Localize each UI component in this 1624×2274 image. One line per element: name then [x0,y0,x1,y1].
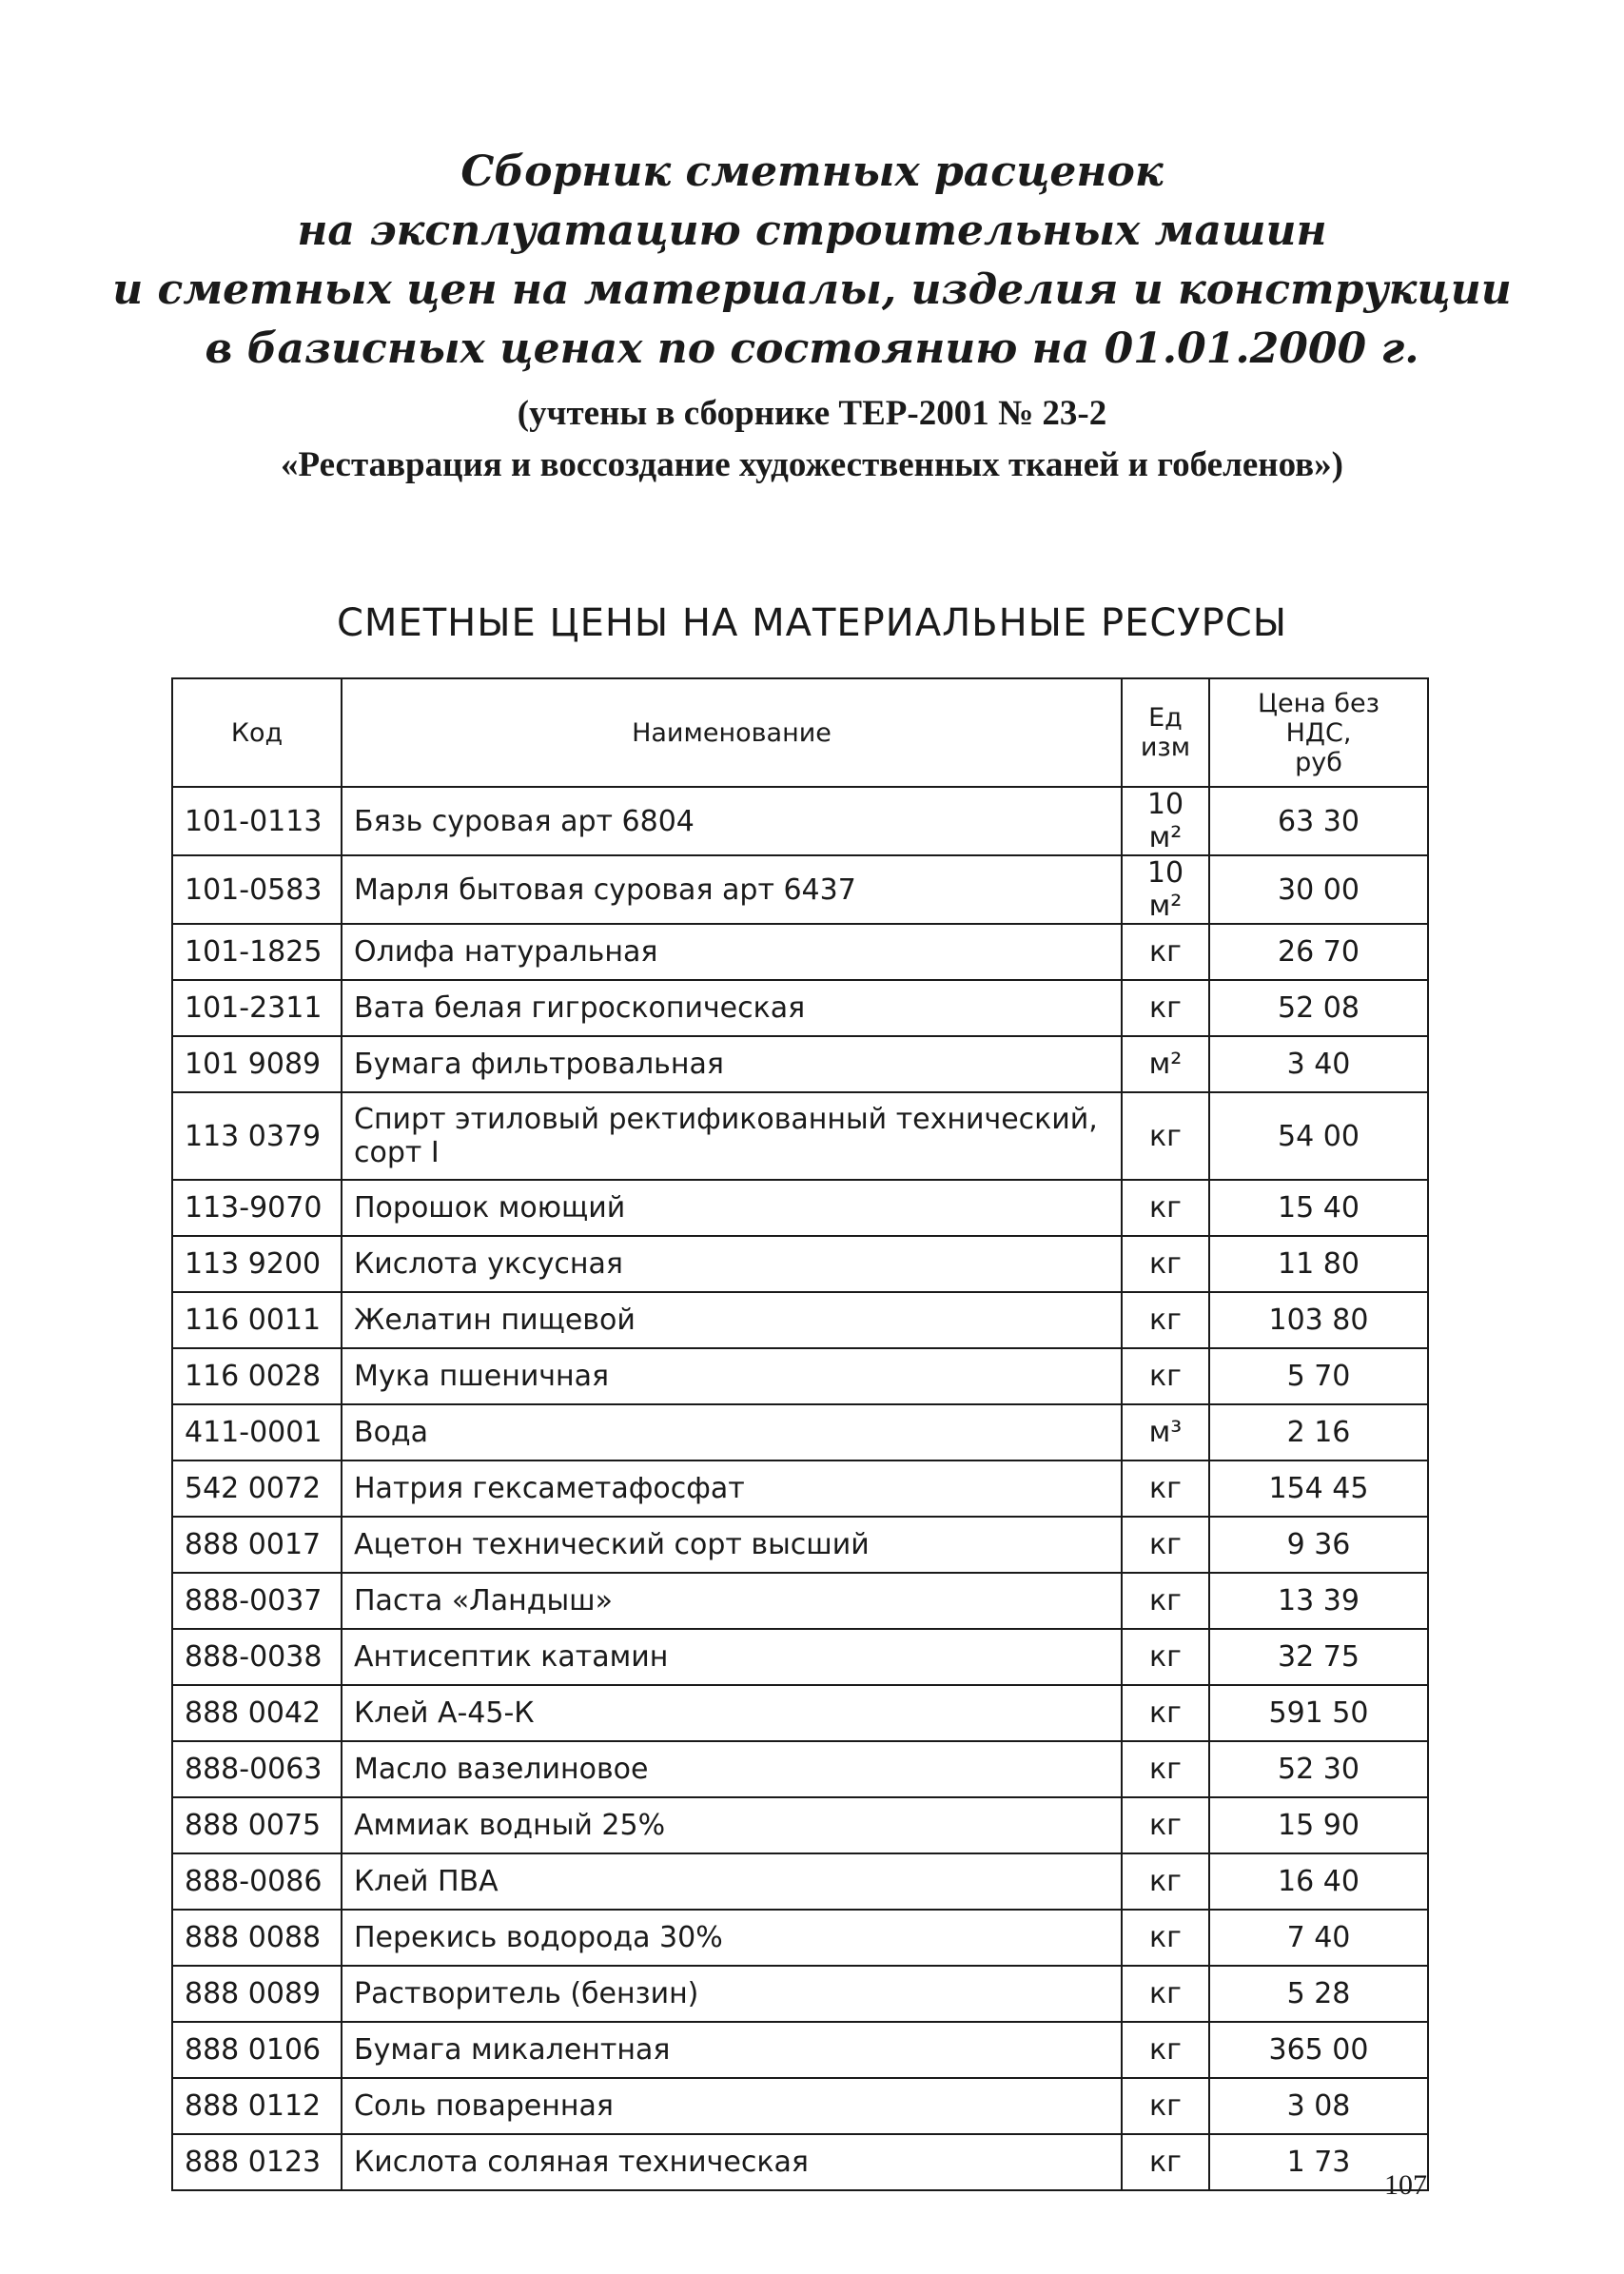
row-code: 101 9089 [172,1036,342,1092]
row-price: 2 16 [1209,1404,1428,1460]
row-name: Паста «Ландыш» [342,1573,1122,1629]
row-unit: кг [1122,2078,1209,2134]
row-name: Растворитель (бензин) [342,1966,1122,2022]
row-name: Аммиак водный 25% [342,1797,1122,1853]
table-row [172,2134,1428,2190]
row-name: Натрия гексаметафосфат [342,1460,1122,1517]
row-unit: кг [1122,1685,1209,1741]
row-unit: кг [1122,1629,1209,1685]
title-line-2: на эксплуатацию строительных машин [297,206,1327,255]
row-price: 16 40 [1209,1853,1428,1910]
row-code: 113 0379 [172,1092,342,1180]
row-name: Бязь суровая арт 6804 [342,787,1122,855]
table-row [172,1966,1428,2022]
row-price: 15 90 [1209,1797,1428,1853]
header-price-line-1: Цена без НДС, [1258,688,1379,748]
header-price [1209,678,1428,787]
row-name: Вата белая гигроскопическая [342,980,1122,1036]
header-price-line-2: руб [1295,747,1342,777]
table-row [172,1910,1428,1966]
row-unit: кг [1122,1180,1209,1236]
section-heading: СМЕТНЫЕ ЦЕНЫ НА МАТЕРИАЛЬНЫЕ РЕСУРСЫ [337,601,1287,645]
row-unit: кг [1122,1517,1209,1573]
table-row [172,855,1428,924]
row-name: Бумага микалентная [342,2022,1122,2078]
row-code: 411-0001 [172,1404,342,1460]
row-name: Клей ПВА [342,1853,1122,1910]
table-row [172,980,1428,1036]
row-price: 9 36 [1209,1517,1428,1573]
row-code: 888 0017 [172,1517,342,1573]
row-unit: кг [1122,1292,1209,1348]
row-code: 101-2311 [172,980,342,1036]
row-name: Клей А-45-К [342,1685,1122,1741]
table-row [172,1036,1428,1092]
row-name: Марля бытовая суровая арт 6437 [342,855,1122,924]
row-price: 15 40 [1209,1180,1428,1236]
row-code: 101-0583 [172,855,342,924]
row-price: 52 30 [1209,1741,1428,1797]
row-code: 888 0089 [172,1966,342,2022]
row-code: 542 0072 [172,1460,342,1517]
table-row [172,924,1428,980]
row-unit: м³ [1122,1404,1209,1460]
row-unit: кг [1122,2022,1209,2078]
header-unit-line-2: изм [1140,733,1191,762]
row-name: Перекись водорода 30% [342,1910,1122,1966]
row-price: 26 70 [1209,924,1428,980]
row-name: Кислота уксусная [342,1236,1122,1292]
row-unit: кг [1122,1460,1209,1517]
table-row [172,1853,1428,1910]
table-row [172,1092,1428,1180]
row-unit: кг [1122,1741,1209,1797]
row-unit: кг [1122,1573,1209,1629]
row-name: Желатин пищевой [342,1292,1122,1348]
row-unit: кг [1122,1910,1209,1966]
row-price: 7 40 [1209,1910,1428,1966]
row-price: 5 28 [1209,1966,1428,2022]
table-row [172,1180,1428,1236]
row-unit: кг [1122,1797,1209,1853]
row-unit: кг [1122,2134,1209,2190]
row-price: 11 80 [1209,1236,1428,1292]
document-title [0,143,1624,379]
row-unit: м² [1122,1036,1209,1092]
table-header-row [172,678,1428,787]
row-code: 888-0038 [172,1629,342,1685]
subtitle-line-2: «Реставрация и воссоздание художественных тканей и гобеленов») [281,445,1343,484]
subtitle-line-1: (учтены в сборнике ТЕР-2001 № 23-2 [517,394,1107,433]
table-row [172,1629,1428,1685]
row-code: 888-0086 [172,1853,342,1910]
row-code: 888 0106 [172,2022,342,2078]
row-name: Соль поваренная [342,2078,1122,2134]
table-row [172,1573,1428,1629]
table-row [172,1404,1428,1460]
row-price: 52 08 [1209,980,1428,1036]
row-code: 888 0123 [172,2134,342,2190]
row-price: 54 00 [1209,1092,1428,1180]
row-code: 888 0075 [172,1797,342,1853]
row-price: 63 30 [1209,787,1428,855]
row-name: Антисептик катамин [342,1629,1122,1685]
row-unit: кг [1122,1966,1209,2022]
header-code: Код [172,678,342,787]
row-price: 591 50 [1209,1685,1428,1741]
row-name: Спирт этиловый ректификованный технический, сорт I [342,1092,1122,1180]
row-code: 888 0112 [172,2078,342,2134]
header-unit [1122,678,1209,787]
row-price: 32 75 [1209,1629,1428,1685]
row-code: 101-1825 [172,924,342,980]
table-row [172,1460,1428,1517]
row-code: 101-0113 [172,787,342,855]
table-row [172,1292,1428,1348]
title-line-4: в базисных ценах по состоянию на 01.01.2000 г. [205,324,1419,373]
row-code: 888-0037 [172,1573,342,1629]
row-unit: кг [1122,980,1209,1036]
row-unit: кг [1122,1853,1209,1910]
row-unit: 10 м² [1122,787,1209,855]
row-price: 3 08 [1209,2078,1428,2134]
header-name: Наименование [342,678,1122,787]
document-subtitle [0,388,1624,491]
row-name: Порошок моющий [342,1180,1122,1236]
row-code: 116 0028 [172,1348,342,1404]
table-row [172,1236,1428,1292]
row-price: 103 80 [1209,1292,1428,1348]
row-unit: 10 м² [1122,855,1209,924]
title-line-1: Сборник сметных расценок [460,147,1164,196]
row-name: Ацетон технический сорт высший [342,1517,1122,1573]
table-row [172,1797,1428,1853]
row-code: 888 0042 [172,1685,342,1741]
table-row [172,1517,1428,1573]
row-price: 30 00 [1209,855,1428,924]
row-unit: кг [1122,924,1209,980]
header-unit-line-1: Ед [1148,703,1183,733]
table-row [172,2022,1428,2078]
page-number: 107 [1384,2169,1427,2201]
prices-table [171,677,1429,2191]
row-name: Мука пшеничная [342,1348,1122,1404]
table-row [172,1741,1428,1797]
row-price: 3 40 [1209,1036,1428,1092]
row-unit: кг [1122,1236,1209,1292]
row-name: Олифа натуральная [342,924,1122,980]
row-name: Вода [342,1404,1122,1460]
row-code: 113 9200 [172,1236,342,1292]
table-row [172,787,1428,855]
row-name: Бумага фильтровальная [342,1036,1122,1092]
row-code: 888 0088 [172,1910,342,1966]
row-code: 116 0011 [172,1292,342,1348]
table-row [172,2078,1428,2134]
row-name: Масло вазелиновое [342,1741,1122,1797]
row-unit: кг [1122,1348,1209,1404]
title-line-3: и сметных цен на материалы, изделия и конструкции [112,265,1512,314]
table-row [172,1685,1428,1741]
row-price: 13 39 [1209,1573,1428,1629]
row-unit: кг [1122,1092,1209,1180]
row-price: 365 00 [1209,2022,1428,2078]
row-name: Кислота соляная техническая [342,2134,1122,2190]
row-code: 113-9070 [172,1180,342,1236]
row-price: 154 45 [1209,1460,1428,1517]
row-price: 5 70 [1209,1348,1428,1404]
row-code: 888-0063 [172,1741,342,1797]
table-row [172,1348,1428,1404]
row-price: 1 73 [1209,2134,1428,2190]
